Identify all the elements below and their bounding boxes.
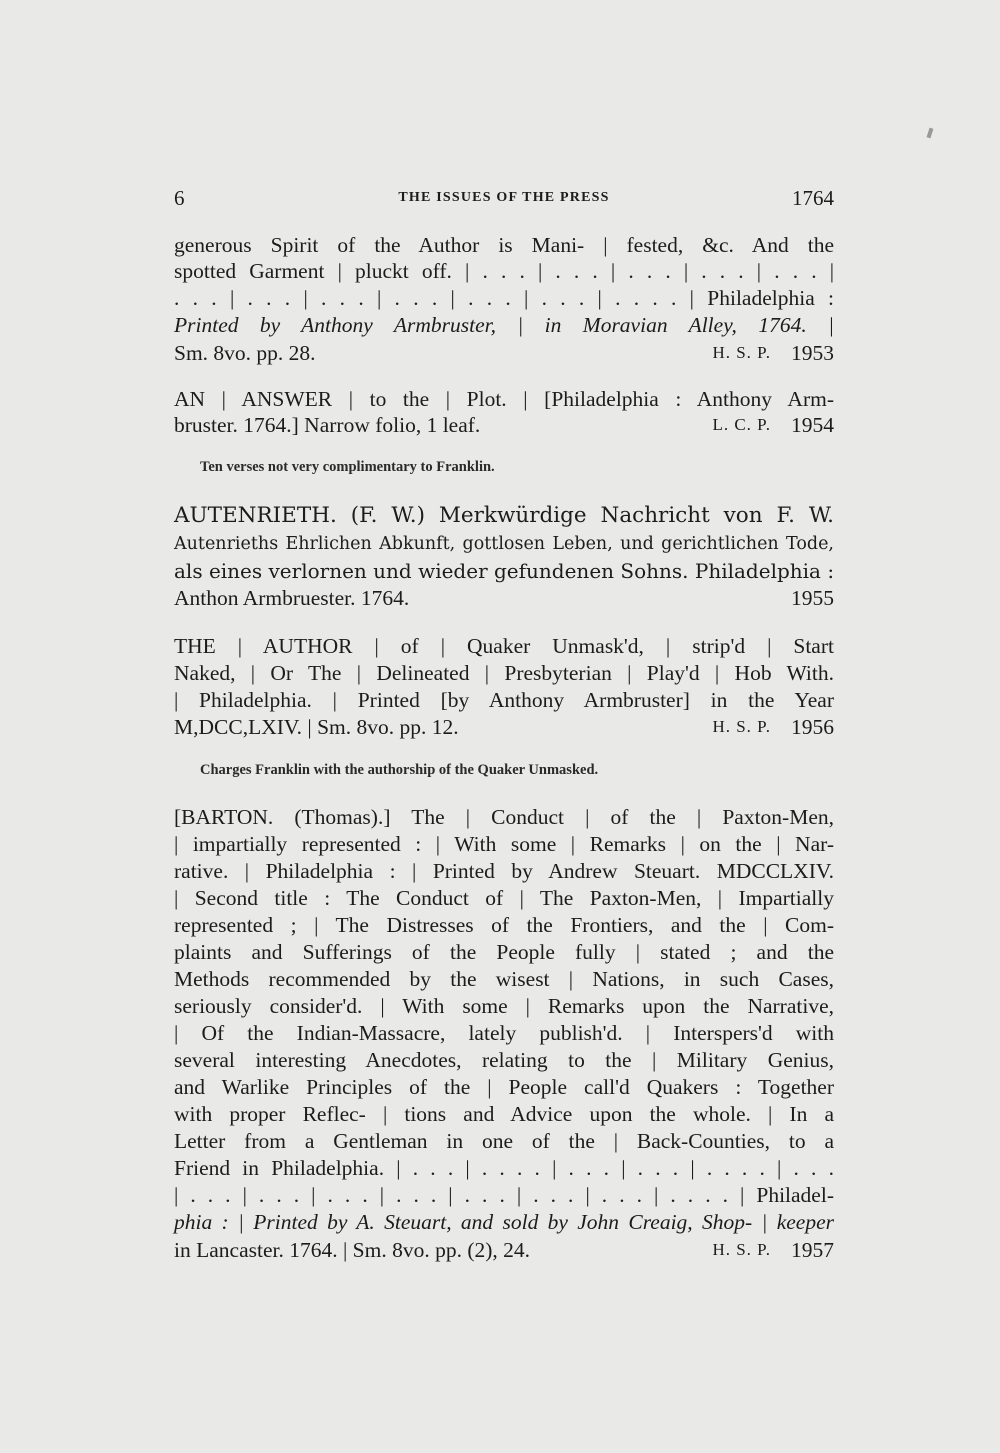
header-year: 1764 [792,186,834,210]
entry-number: 1957 [791,1238,834,1262]
library-code: H. S. P. [712,343,771,362]
entry-line-last [174,1236,834,1264]
entry-line: in Lancaster. 1764. | Sm. 8vo. pp. (2), 24. [174,1238,531,1262]
entry-line: Sm. 8vo. pp. 28. [174,341,316,365]
entry-line: with proper Reflec- | tions and Advice upon the whole. | In a [174,1102,834,1126]
entry-line: several interesting Anecdotes, relating to the | Military Genius, [174,1048,834,1072]
running-title: THE ISSUES OF THE PRESS [398,190,610,205]
entry-line: | Philadelphia. | Printed [by Anthony Armbruster] in the Year [174,688,834,712]
entry-line: [BARTON. (Thomas).] The | Conduct | of the | Paxton-Men, [174,805,834,829]
entry-line: | impartially represented : | With some | Remarks | on the | Nar- [174,832,834,856]
entry-line: bruster. 1764.] Narrow folio, 1 leaf. [174,413,481,437]
entry-line: Letter from a Gentleman in one of the | Back-Counties, to a [174,1129,834,1153]
entry-line: Methods recommended by the wisest | Nations, in such Cases, [174,967,834,991]
entry-note: Ten verses not very complimentary to Franklin. [200,459,495,475]
entry-line: represented ; | The Distresses of the Frontiers, and the | Com- [174,913,834,937]
entry-note: Charges Franklin with the authorship of the Quaker Unmasked. [200,762,599,778]
entry-line: Naked, | Or The | Delineated | Presbyterian | Play'd | Hob With. [174,661,834,685]
entry-line: | Second title : The Conduct of | The Paxton-Men, | Impartially [174,886,834,910]
entry-line: seriously consider'd. | With some | Remarks upon the Narrative, [174,994,834,1018]
entry-line-last [174,584,834,612]
entry-line: Friend in Philadelphia. | . . . | . . . . | . . . | . . . | . . . . | . . . [174,1156,834,1180]
entry-line: | Of the Indian-Massacre, lately publish'd. | Interspers'd with [174,1021,834,1045]
entry-line: AN | ANSWER | to the | Plot. | [Philadelphia : Anthony Arm- [174,387,834,411]
library-code: H. S. P. [712,717,771,736]
entry-line: | . . . | . . . | . . . | . . . | . . . | . . . | . . . | . . . . | Philadel- [174,1183,834,1207]
entry-line: AUTENRIETH. (F. W.) Merkwürdige Nachricht von F. W. [174,503,834,528]
page-header [174,186,834,216]
entry-line: rative. | Philadelphia : | Printed by Andrew Steuart. MDCCLXIV. [174,859,834,883]
entry-line: generous Spirit of the Author is Mani- | fested, &c. And the [174,233,834,257]
entry-line: phia : | Printed by A. Steuart, and sold by John Creaig, Shop- | keeper [174,1210,834,1234]
entry-line: THE | AUTHOR | of | Quaker Unmask'd, | strip'd | Start [174,634,834,658]
pencil-mark [927,128,934,139]
entry-line: plaints and Sufferings of the People fully | stated ; and the [174,940,834,964]
entry-number: 1956 [791,715,834,739]
entry-line: spotted Garment | pluckt off. | . . . | . . . | . . . | . . . | . . . | [174,259,834,283]
entry-line: Autenrieths Ehrlichen Abkunft, gottlosen Leben, und gerichtlichen Tode, [174,534,834,554]
entry-line: Printed by Anthony Armbruster, | in Moravian Alley, 1764. | [174,313,834,337]
page-number: 6 [174,186,185,210]
entry-number: 1955 [791,586,834,610]
entry-line-last [174,713,834,741]
entry-line-last [174,411,834,439]
entry-line: . . . | . . . | . . . | . . . | . . . | . . . | . . . . | Philadelphia : [174,286,834,310]
entry-number: 1954 [791,413,834,437]
entry-number: 1953 [791,341,834,365]
entry-line: M,DCC,LXIV. | Sm. 8vo. pp. 12. [174,715,459,739]
entry-line: and Warlike Principles of the | People call'd Quakers : Together [174,1075,834,1099]
entry-line: als eines verlornen und wieder gefundenen Sohns. Philadelphia : [174,559,835,583]
entry-line-last [174,339,834,367]
entry-line: Anthon Armbruester. 1764. [174,586,410,610]
library-code: H. S. P. [712,1240,771,1259]
library-code: L. C. P. [712,415,771,434]
